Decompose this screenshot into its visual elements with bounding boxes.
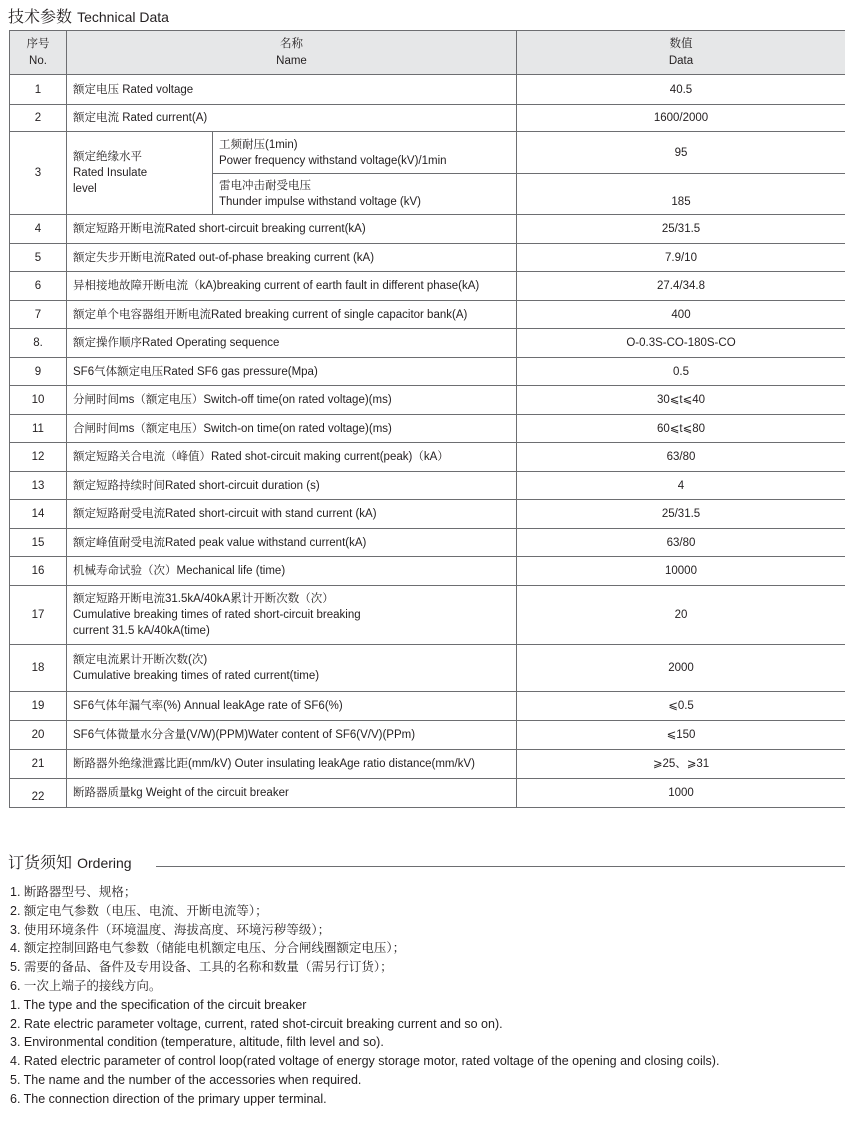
ordering-title-rule — [156, 866, 845, 867]
thunder-impulse-cell — [213, 174, 517, 215]
row-number: 7 — [10, 301, 67, 329]
table-row — [10, 105, 845, 132]
table-row — [10, 692, 845, 721]
technical-data-title — [8, 4, 169, 27]
row-number: 17 — [10, 586, 67, 645]
row-name: 额定失步开断电流Rated out-of-phase breaking current (kA) — [67, 244, 517, 272]
row-name: 额定短路耐受电流Rated short-circuit with stand current (kA) — [67, 500, 517, 529]
row17-line-zh: 额定短路开断电流31.5kA/40kA累计开断次数（次） — [73, 593, 334, 605]
list-item: 1. The type and the specification of the circuit breaker — [10, 997, 307, 1012]
header-no-en: No. — [29, 54, 47, 67]
row-number: 13 — [10, 472, 67, 500]
row17-line-en-1: Cumulative breaking times of rated short-circuit breaking — [73, 609, 361, 621]
row-value: 30⩽t⩽40 — [517, 386, 845, 415]
header-name-zh: 名称 — [280, 37, 303, 50]
header-data — [517, 31, 845, 75]
row-name: 额定短路关合电流（峰值）Rated shot-circuit making current(peak)（kA） — [67, 443, 517, 472]
row-number: 10 — [10, 386, 67, 415]
row-name: SF6气体年漏气率(%) Annual leakAge rate of SF6(%) — [67, 692, 517, 721]
row-value: ⩽0.5 — [517, 692, 845, 721]
header-name — [67, 31, 517, 75]
row-number: 16 — [10, 557, 67, 586]
row-name: 额定单个电容器组开断电流Rated breaking current of single capacitor bank(A) — [67, 301, 517, 329]
technical-data-title-zh: 技术参数 — [8, 7, 73, 26]
row-number: 8. — [10, 329, 67, 358]
table-row — [10, 721, 845, 750]
table-row — [10, 301, 845, 329]
row-value: 40.5 — [517, 75, 845, 105]
table-row — [10, 329, 845, 358]
row-number: 12 — [10, 443, 67, 472]
row-name — [67, 645, 517, 692]
list-item: 3. 使用环境条件（环境温度、海拔高度、环境污秽等级）； — [10, 922, 331, 937]
power-frequency-cell — [213, 132, 517, 174]
row-number: 1 — [10, 75, 67, 105]
table-row — [10, 272, 845, 301]
power-frequency-en: Power frequency withstand voltage(kV)/1min — [219, 154, 447, 167]
header-data-zh: 数值 — [669, 37, 693, 50]
table-row — [10, 500, 845, 529]
thunder-impulse-en: Thunder impulse withstand voltage (kV) — [219, 196, 421, 208]
row-number: 22 — [10, 779, 67, 808]
row-value: 63/80 — [517, 443, 845, 472]
row18-line-zh: 额定电流累计开断次数(次) — [73, 654, 208, 666]
row-value: 4 — [517, 472, 845, 500]
table-row — [10, 557, 845, 586]
row-value: 10000 — [517, 557, 845, 586]
table-row — [10, 586, 845, 645]
ordering-title-en: Ordering — [77, 855, 132, 871]
header-name-en: Name — [276, 54, 307, 67]
row-number: 5 — [10, 244, 67, 272]
row-value: ⩽150 — [517, 721, 845, 750]
row-value: 7.9/10 — [517, 244, 845, 272]
table-row — [10, 529, 845, 557]
table-row — [10, 386, 845, 415]
row-value: O-0.3S-CO-180S-CO — [517, 329, 845, 358]
list-item: 3. Environmental condition (temperature, altitude, filth level and so). — [10, 1035, 384, 1050]
row-name: 额定操作顺序Rated Operating sequence — [67, 329, 517, 358]
table-header-row — [10, 31, 845, 75]
table-row — [10, 750, 845, 779]
row-name: 额定电压 Rated voltage — [67, 75, 517, 105]
row-name: 额定峰值耐受电流Rated peak value withstand current(kA) — [67, 529, 517, 557]
table-row — [10, 132, 845, 174]
row-value: 63/80 — [517, 529, 845, 557]
row-value: 60⩽t⩽80 — [517, 415, 845, 443]
row-name: 额定电流 Rated current(A) — [67, 105, 517, 132]
row-name: 额定短路持续时间Rated short-circuit duration (s) — [67, 472, 517, 500]
row-name: 合闸时间ms（额定电压）Switch-on time(on rated voltage)(ms) — [67, 415, 517, 443]
row-name: 额定短路开断电流Rated short-circuit breaking current(kA) — [67, 215, 517, 244]
row-number: 4 — [10, 215, 67, 244]
row-name: 机械寿命试验（次）Mechanical life (time) — [67, 557, 517, 586]
ordering-title-text — [8, 850, 136, 873]
row17-line-en-2: current 31.5 kA/40kA(time) — [73, 625, 210, 637]
row-number: 14 — [10, 500, 67, 529]
power-frequency-value: 95 — [517, 132, 845, 174]
row-name: SF6气体额定电压Rated SF6 gas pressure(Mpa) — [67, 358, 517, 386]
row-number: 9 — [10, 358, 67, 386]
row-name: 断路器质量kg Weight of the circuit breaker — [67, 779, 517, 808]
row18-line-en: Cumulative breaking times of rated current(time) — [73, 670, 320, 682]
row-number: 20 — [10, 721, 67, 750]
table-row — [10, 472, 845, 500]
table-row — [10, 415, 845, 443]
row-value: 20 — [517, 586, 845, 645]
row-value: 25/31.5 — [517, 500, 845, 529]
table-row — [10, 358, 845, 386]
ordering-title — [8, 850, 845, 872]
row-name — [67, 586, 517, 645]
table-row — [10, 75, 845, 105]
header-no — [10, 31, 67, 75]
thunder-impulse-value: 185 — [517, 174, 845, 215]
row-number: 21 — [10, 750, 67, 779]
table-row — [10, 244, 845, 272]
row-value: 1000 — [517, 779, 845, 808]
power-frequency-zh: 工频耐压(1min) — [219, 138, 298, 151]
row-number: 6 — [10, 272, 67, 301]
list-item: 4. Rated electric parameter of control loop(rated voltage of energy storage motor, rated voltage of the opening and closing coils). — [10, 1054, 720, 1069]
row-number: 15 — [10, 529, 67, 557]
technical-data-table — [9, 30, 845, 808]
table-row — [10, 779, 845, 808]
list-item: 1. 断路器型号、规格； — [10, 885, 137, 899]
row-name: 断路器外绝缘泄露比距(mm/kV) Outer insulating leakAge ratio distance(mm/kV) — [67, 750, 517, 779]
row-value: ⩾25、⩾31 — [517, 750, 845, 779]
header-no-zh: 序号 — [26, 37, 50, 50]
list-item: 2. 额定电气参数（电压、电流、开断电流等）； — [10, 903, 268, 918]
row-value: 400 — [517, 301, 845, 329]
row-value: 0.5 — [517, 358, 845, 386]
row-value: 25/31.5 — [517, 215, 845, 244]
insulation-group-en-2: level — [73, 183, 97, 195]
row-number: 18 — [10, 645, 67, 692]
row-value: 27.4/34.8 — [517, 272, 845, 301]
row-value: 1600/2000 — [517, 105, 845, 132]
list-item: 6. The connection direction of the primary upper terminal. — [10, 1091, 327, 1106]
row-name: SF6气体微量水分含量(V/W)(PPM)Water content of SF6(V/V)(PPm) — [67, 721, 517, 750]
row-name: 分闸时间ms（额定电压）Switch-off time(on rated voltage)(ms) — [67, 386, 517, 415]
list-item: 4. 额定控制回路电气参数（储能电机额定电压、分合闸线圈额定电压）； — [10, 941, 406, 956]
ordering-title-zh: 订货须知 — [8, 853, 73, 872]
insulation-group-en-1: Rated Insulate — [73, 167, 148, 179]
list-item: 2. Rate electric parameter voltage, current, rated shot-circuit breaking current and so on). — [10, 1016, 503, 1031]
table-row — [10, 443, 845, 472]
technical-data-title-en: Technical Data — [77, 9, 169, 25]
list-item: 5. The name and the number of the accessories when required. — [10, 1072, 362, 1087]
list-item: 5. 需要的备品、备件及专用设备、工具的名称和数量（需另行订货）； — [10, 960, 393, 975]
table-row — [10, 215, 845, 244]
table-row — [10, 645, 845, 692]
list-item: 6. 一次上端子的接线方向。 — [10, 978, 162, 993]
row-number: 19 — [10, 692, 67, 721]
row-number: 2 — [10, 105, 67, 132]
thunder-impulse-zh: 雷电冲击耐受电压 — [219, 180, 311, 192]
row-name: 异相接地故障开断电流（kA)breaking current of earth fault in different phase(kA) — [67, 272, 517, 301]
row-number: 3 — [10, 132, 67, 215]
insulation-group-cell — [67, 132, 213, 215]
insulation-group-zh: 额定绝缘水平 — [73, 151, 142, 163]
row-number: 11 — [10, 415, 67, 443]
header-data-en: Data — [668, 54, 694, 67]
row-value: 2000 — [517, 645, 845, 692]
ordering-list — [10, 883, 840, 1109]
